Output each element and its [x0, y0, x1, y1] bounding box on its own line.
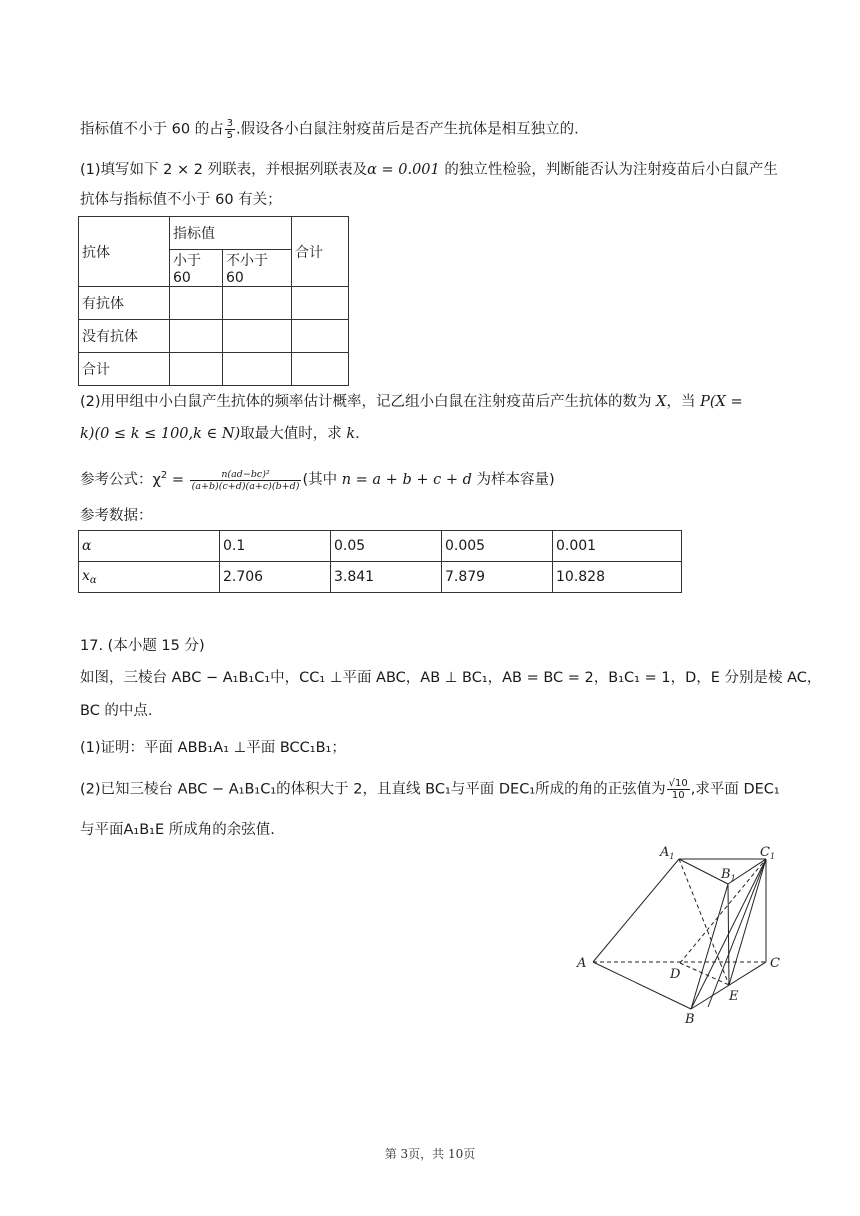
ref-cell: 7.879: [442, 562, 553, 593]
edge-b-c: [691, 962, 766, 1009]
ref-cell: 0.005: [442, 531, 553, 562]
intro-line: [80, 118, 579, 141]
problem-17-part-2: (2)已知三棱台 ABC − A₁B₁C₁的体积大于 2，且直线 BC₁与平面 DEC₁所成的角的正弦值为 $\frac{√10}{10}$ ,求平面 DEC₁: [80, 778, 780, 801]
problem-17-header: 17. (本小题 15 分): [80, 638, 205, 654]
table-corner-header: 抗体: [79, 217, 170, 287]
table-row-label: 没有抗体: [79, 320, 170, 353]
edge-d-c1-dashed: [680, 859, 766, 963]
edge-a1-b1: [679, 859, 728, 884]
edge-b1-e: [728, 884, 729, 985]
label-a1: $A_1$: [660, 845, 675, 861]
problem-17-line-2: BC 的中点.: [80, 703, 153, 719]
edge-a1-e-dashed: [679, 859, 729, 985]
label-c1: $C_1$: [760, 845, 776, 861]
page-footer: 第 3页，共 10页: [384, 1147, 476, 1161]
table-cell: [170, 287, 223, 320]
question-1-line-2: 抗体与指标值不小于 60 有关；: [80, 192, 282, 208]
problem-17-part-1: (1)证明：平面 ABB₁A₁ ⊥平面 BCC₁B₁；: [80, 740, 346, 756]
contingency-table: [78, 216, 349, 386]
edge-e-c1: [729, 859, 766, 985]
table-cell: [170, 353, 223, 386]
edge-a-a1: [593, 859, 679, 962]
reference-data-table: [78, 530, 682, 593]
table-cell: [292, 320, 349, 353]
ref-cell: 0.1: [220, 531, 331, 562]
table-group-header: 指标值: [170, 217, 292, 250]
label-e: E: [729, 989, 739, 1004]
edge-b1-c1: [728, 859, 766, 884]
fraction-three-fifths: $\frac{3}{5}$: [226, 118, 234, 141]
chi-square-fraction: $\frac{\text{n(ad−bc)²}}{(a+b)(c+d)(a+c)(b+d)}$: [191, 468, 300, 492]
ref-row-header-alpha: α: [79, 531, 220, 562]
label-a: A: [577, 956, 587, 971]
ref-cell: 10.828: [553, 562, 682, 593]
reference-data-label: 参考数据：: [80, 508, 153, 524]
problem-17-line-1: 如图，三棱台 ABC − A₁B₁C₁中，CC₁ ⊥平面 ABC，AB ⊥ BC₁，AB = BC = 2，B₁C₁ = 1，D，E 分别是棱 AC，: [80, 670, 822, 686]
table-col-not-less-60: 不小于 60: [223, 250, 292, 287]
table-cell: [292, 353, 349, 386]
question-2-line-2: k)(0 ≤ k ≤ 100,k ∈ N)取最大值时，求 k.: [80, 426, 360, 442]
reference-formula: 参考公式：$\chi^2$ = $\frac{\text{n(ad−bc)²}}{(a+b)(c+d)(a+c)(b+d)}$ (其中 n = a + b + c + d 为样本容量): [80, 468, 555, 492]
problem-17-part-3: 与平面A₁B₁E 所成角的余弦值.: [80, 822, 275, 838]
table-cell: [170, 320, 223, 353]
question-1-line-1: (1)填写如下 2 × 2 列联表，并根据列联表及α = 0.001 的独立性检验，判断能否认为注射疫苗后小白鼠产生: [80, 162, 778, 178]
table-col-less-60: 小于 60: [170, 250, 223, 287]
label-d: D: [670, 967, 681, 982]
intro-text-end: .假设各小白鼠注射疫苗后是否产生抗体是相互独立的.: [236, 121, 579, 138]
table-cell: [223, 320, 292, 353]
label-c: C: [770, 956, 780, 971]
edge-a-b: [593, 962, 691, 1009]
ref-row-header-x-alpha: $x_\alpha$: [79, 562, 220, 593]
question-2-line-1: (2)用甲组中小白鼠产生抗体的频率估计概率，记乙组小白鼠在注射疫苗后产生抗体的数为 X，当 P(X =: [80, 394, 743, 410]
edge-d-e-dashed: [680, 963, 729, 985]
edge-b-c1: [691, 859, 766, 1009]
table-cell: [223, 287, 292, 320]
intro-text: 指标值不小于 60 的占: [80, 121, 224, 138]
ref-cell: 0.001: [553, 531, 682, 562]
table-total-header: 合计: [292, 217, 349, 287]
table-cell: [223, 353, 292, 386]
table-cell: [292, 287, 349, 320]
ref-cell: 3.841: [331, 562, 442, 593]
table-row-label: 有抗体: [79, 287, 170, 320]
ref-cell: 2.706: [220, 562, 331, 593]
label-b: B: [685, 1012, 695, 1027]
edge-inner: [708, 859, 766, 1007]
table-row-label: 合计: [79, 353, 170, 386]
label-b1: $B_1$: [721, 867, 736, 883]
ref-cell: 0.05: [331, 531, 442, 562]
fraction-sqrt10-over-10: $\frac{√10}{10}$: [668, 778, 688, 801]
edge-b1-b: [691, 884, 728, 1009]
